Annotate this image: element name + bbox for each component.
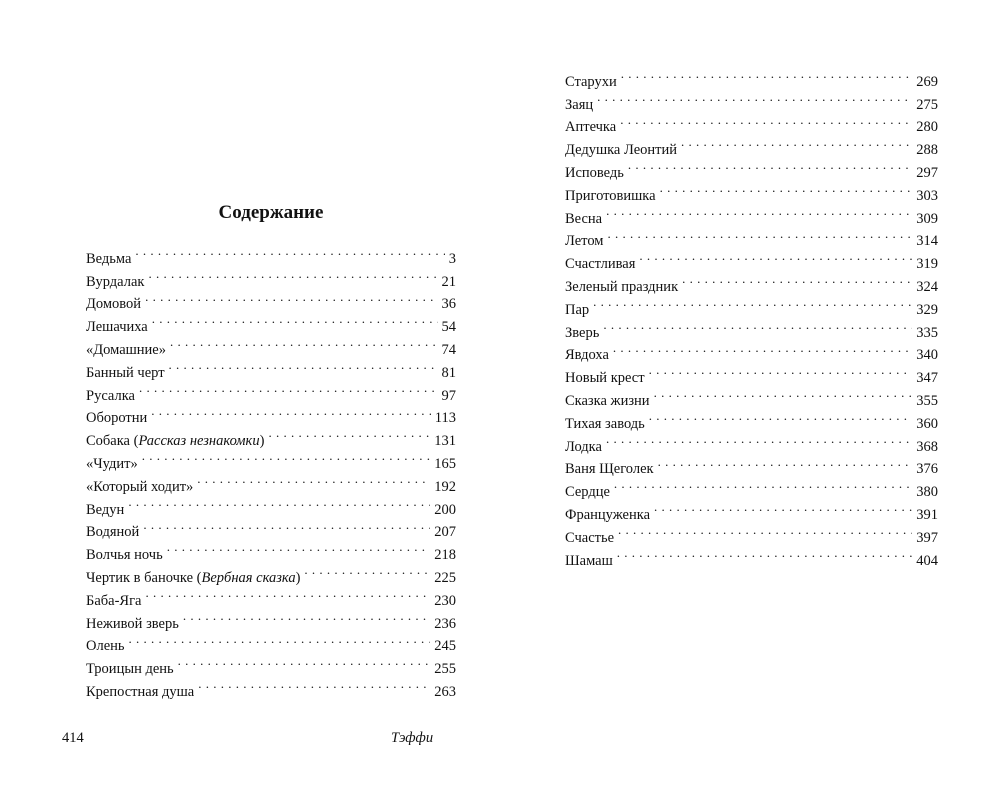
toc-entry-title-part: Счастливая xyxy=(565,256,636,273)
dot-leader xyxy=(169,354,438,377)
dot-leader xyxy=(152,308,438,331)
toc-entry-title-part: Счастье xyxy=(565,529,615,546)
toc-entry-title-part: Зверь xyxy=(565,324,600,341)
dot-leader xyxy=(654,382,913,405)
toc-entry-title-part: Неживой зверь xyxy=(86,615,179,632)
toc-entry-page: 225 xyxy=(434,569,456,586)
toc-entry xyxy=(565,223,938,250)
dot-leader xyxy=(304,559,430,582)
dot-leader xyxy=(597,86,912,109)
toc-entry-title-part: Дедушка Леонтий xyxy=(565,142,678,159)
toc-entry-page: 335 xyxy=(916,324,938,341)
toc-entry-title-part: «Который ходит» xyxy=(86,478,194,495)
toc-entry-title xyxy=(565,94,593,117)
toc-entry-title-part: Приготовишка xyxy=(565,187,656,204)
dot-leader xyxy=(628,154,912,177)
toc-entry xyxy=(565,451,938,478)
toc-entry xyxy=(565,109,938,136)
toc-entry-title xyxy=(86,635,125,658)
toc-entry-subtitle: Рассказ незнакомки xyxy=(138,433,260,450)
toc-entry-page: 329 xyxy=(916,301,938,318)
dot-leader xyxy=(128,491,430,514)
toc-entry-page: 36 xyxy=(441,296,456,313)
toc-entry-title-part: Француженка xyxy=(565,506,651,523)
toc-entry-page: 113 xyxy=(434,410,456,427)
toc-entry-title-part: Зеленый праздник xyxy=(565,278,679,295)
toc-entry xyxy=(86,400,456,427)
toc-entry-title-part: Тихая заводь xyxy=(565,415,645,432)
toc-entry xyxy=(565,428,938,455)
toc-entry xyxy=(86,445,456,472)
toc-entry-title-part: Исповедь xyxy=(565,164,624,181)
toc-entry-title xyxy=(565,162,624,185)
toc-entry-title xyxy=(565,116,616,139)
toc-entry-page: 288 xyxy=(916,142,938,159)
toc-entry-title xyxy=(86,681,194,704)
toc-entry-title-part: Крепостная душа xyxy=(86,683,195,700)
toc-entry xyxy=(86,536,456,564)
toc-entry-title-part: Лодка xyxy=(565,438,602,455)
dot-leader xyxy=(170,331,438,354)
dot-leader xyxy=(607,223,912,246)
toc-entry-page: 165 xyxy=(434,455,456,472)
dot-leader xyxy=(183,605,430,628)
dot-leader xyxy=(139,377,438,400)
toc-entry-title-part: Русалка xyxy=(86,387,135,404)
toc-entry-title-part: Ваня Щеголек xyxy=(565,461,654,478)
toc-title: Содержание xyxy=(218,202,324,223)
toc-entry-title-part: Баба-Яга xyxy=(86,592,142,609)
toc-entry-title-part: Сказка жизни xyxy=(565,392,650,409)
toc-entry-title-part: ) xyxy=(295,569,301,586)
dot-leader xyxy=(178,650,431,673)
toc-entry-title-part: Шамаш xyxy=(565,552,613,569)
toc-entry-page: 192 xyxy=(434,478,456,495)
toc-entry-title-part: Лешачиха xyxy=(86,319,148,336)
dot-leader xyxy=(148,263,437,286)
toc-list-left xyxy=(86,240,456,700)
toc-entry xyxy=(565,496,938,523)
toc-entry-page: 275 xyxy=(916,96,938,113)
toc-entry-title-part: Ведьма xyxy=(86,250,132,267)
toc-entry-title-part: Троицын день xyxy=(86,661,174,678)
dot-leader xyxy=(649,359,913,382)
dot-leader xyxy=(613,337,912,360)
toc-entry-title xyxy=(565,299,589,322)
toc-entry-title-part: Олень xyxy=(86,638,125,655)
toc-entry xyxy=(86,514,456,541)
dot-leader xyxy=(198,673,430,696)
dot-leader xyxy=(639,245,912,268)
toc-entry-page: 97 xyxy=(441,387,456,404)
toc-entry-page: 376 xyxy=(916,461,938,478)
toc-entry xyxy=(565,291,938,318)
toc-entry-title xyxy=(86,248,131,271)
toc-entry xyxy=(565,63,938,90)
toc-entry-title-part: Водяной xyxy=(86,524,140,541)
toc-entry-page: 218 xyxy=(434,547,456,564)
toc-entry-title-part: Заяц xyxy=(565,96,594,113)
toc-entry-title xyxy=(565,481,610,504)
dot-leader xyxy=(682,268,912,291)
toc-entry-title-part: Волчья ночь xyxy=(86,547,163,564)
dot-leader xyxy=(618,519,912,542)
toc-entry-subtitle: Вербная сказка xyxy=(201,569,296,586)
dot-leader xyxy=(681,131,912,154)
toc-entry-page: 303 xyxy=(916,187,938,204)
dot-leader xyxy=(606,200,912,223)
toc-entry-title xyxy=(565,344,609,367)
dot-leader xyxy=(151,400,431,423)
toc-entry-title xyxy=(86,499,124,522)
toc-entry-title-part: Сердце xyxy=(565,484,610,501)
dot-leader xyxy=(614,473,912,496)
dot-leader xyxy=(142,445,431,468)
dot-leader xyxy=(658,451,913,474)
toc-entry-title xyxy=(565,390,650,413)
toc-entry-page: 391 xyxy=(916,506,938,523)
toc-entry-title xyxy=(86,658,174,681)
toc-entry-title xyxy=(86,453,138,476)
toc-entry-page: 309 xyxy=(916,210,938,227)
toc-entry-title xyxy=(86,590,141,613)
toc-entry xyxy=(565,519,938,546)
toc-entry-page: 355 xyxy=(916,392,938,409)
toc-entry xyxy=(86,650,456,678)
toc-entry-title-part: Весна xyxy=(565,210,603,227)
toc-entry-title xyxy=(565,208,602,231)
toc-list-right xyxy=(565,63,938,569)
toc-entry-page: 230 xyxy=(434,592,456,609)
toc-entry xyxy=(86,308,456,336)
toc-entry-title xyxy=(86,293,141,316)
dot-leader xyxy=(649,405,912,428)
toc-entry-title-part: Явдоха xyxy=(565,347,609,364)
toc-entry-page: 380 xyxy=(916,484,938,501)
dot-leader xyxy=(143,514,430,537)
dot-leader xyxy=(606,428,912,451)
footer-author: Тэффи xyxy=(391,730,434,746)
toc-entry-page: 314 xyxy=(916,233,938,250)
toc-entry-page: 368 xyxy=(916,438,938,455)
toc-entry-page: 54 xyxy=(441,319,456,336)
toc-entry-title-part: Пар xyxy=(565,301,590,318)
toc-entry-title-part: Новый крест xyxy=(565,370,645,387)
dot-leader xyxy=(621,63,913,86)
toc-entry xyxy=(86,377,456,404)
toc-entry-page: 280 xyxy=(916,119,938,136)
toc-entry-page: 319 xyxy=(916,256,938,273)
toc-entry-page: 245 xyxy=(434,638,456,655)
toc-entry-page: 297 xyxy=(916,164,938,181)
toc-entry xyxy=(86,491,456,518)
toc-entry-title xyxy=(86,521,139,544)
toc-entry-title xyxy=(565,527,614,550)
toc-entry-title-part: Старухи xyxy=(565,73,617,90)
dot-leader xyxy=(603,314,912,337)
toc-entry-title xyxy=(565,436,602,459)
toc-entry xyxy=(86,263,456,290)
toc-entry-page: 3 xyxy=(448,250,456,267)
toc-entry-page: 263 xyxy=(434,683,456,700)
toc-entry xyxy=(565,359,938,387)
toc-entry-title-part: Оборотни xyxy=(86,410,148,427)
toc-entry xyxy=(86,240,456,267)
toc-entry xyxy=(565,86,938,113)
toc-entry-page: 397 xyxy=(916,529,938,546)
toc-entry-page: 21 xyxy=(441,273,456,290)
dot-leader xyxy=(593,291,912,314)
toc-entry xyxy=(565,473,938,501)
toc-entry-title xyxy=(565,322,599,345)
toc-entry-page: 360 xyxy=(916,415,938,432)
toc-entry-title-part: ) xyxy=(259,433,265,450)
toc-entry-title xyxy=(86,316,148,339)
toc-entry-title xyxy=(86,271,144,294)
toc-entry xyxy=(86,468,456,495)
toc-entry xyxy=(86,628,456,655)
dot-leader xyxy=(620,109,912,132)
toc-entry-title-part: Аптечка xyxy=(565,119,617,136)
toc-entry xyxy=(565,200,938,227)
toc-entry-title xyxy=(86,544,163,567)
toc-entry-title-part: Чертик в баночке ( xyxy=(86,569,202,586)
dot-leader xyxy=(129,628,431,651)
toc-entry-title-part: «Чудит» xyxy=(86,455,138,472)
dot-leader xyxy=(145,582,430,605)
toc-entry-title-part: Вурдалак xyxy=(86,273,145,290)
toc-entry-page: 200 xyxy=(434,501,456,518)
dot-leader xyxy=(135,240,444,263)
toc-entry-title-part: Домовой xyxy=(86,296,142,313)
toc-entry-page: 236 xyxy=(434,615,456,632)
footer-page-number: 414 xyxy=(62,730,84,746)
toc-entry-page: 340 xyxy=(916,347,938,364)
toc-entry-page: 347 xyxy=(916,370,938,387)
toc-entry xyxy=(565,314,938,341)
toc-entry-title xyxy=(565,253,635,276)
toc-entry-page: 207 xyxy=(434,524,456,541)
toc-entry-title xyxy=(86,339,166,362)
toc-entry-title-part: Ведун xyxy=(86,501,125,518)
toc-entry-title-part: Летом xyxy=(565,233,604,250)
toc-entry-page: 81 xyxy=(441,364,456,381)
toc-entry-page: 404 xyxy=(916,552,938,569)
toc-entry xyxy=(565,131,938,159)
toc-entry-title xyxy=(86,407,147,430)
dot-leader xyxy=(654,496,912,519)
toc-entry-page: 255 xyxy=(434,661,456,678)
dot-leader xyxy=(197,468,430,491)
dot-leader xyxy=(145,286,437,309)
dot-leader xyxy=(268,422,430,445)
toc-entry xyxy=(86,605,456,632)
toc-entry-title xyxy=(565,367,645,390)
toc-entry-title-part: Собака ( xyxy=(86,433,139,450)
dot-leader xyxy=(660,177,913,200)
toc-entry-title-part: «Домашние» xyxy=(86,341,166,358)
toc-entry-title-part: Банный черт xyxy=(86,364,165,381)
toc-entry xyxy=(565,245,938,273)
toc-entry-title xyxy=(86,385,135,408)
dot-leader xyxy=(167,536,431,559)
toc-entry-page: 74 xyxy=(441,341,456,358)
dot-leader xyxy=(617,542,913,565)
toc-entry xyxy=(565,542,938,569)
right-page xyxy=(500,0,1000,809)
toc-entry-page: 269 xyxy=(916,73,938,90)
toc-entry-title xyxy=(565,230,603,253)
toc-entry-page: 131 xyxy=(434,433,456,450)
toc-entry xyxy=(565,337,938,364)
toc-entry-title xyxy=(565,550,613,573)
toc-entry-page: 324 xyxy=(916,278,938,295)
